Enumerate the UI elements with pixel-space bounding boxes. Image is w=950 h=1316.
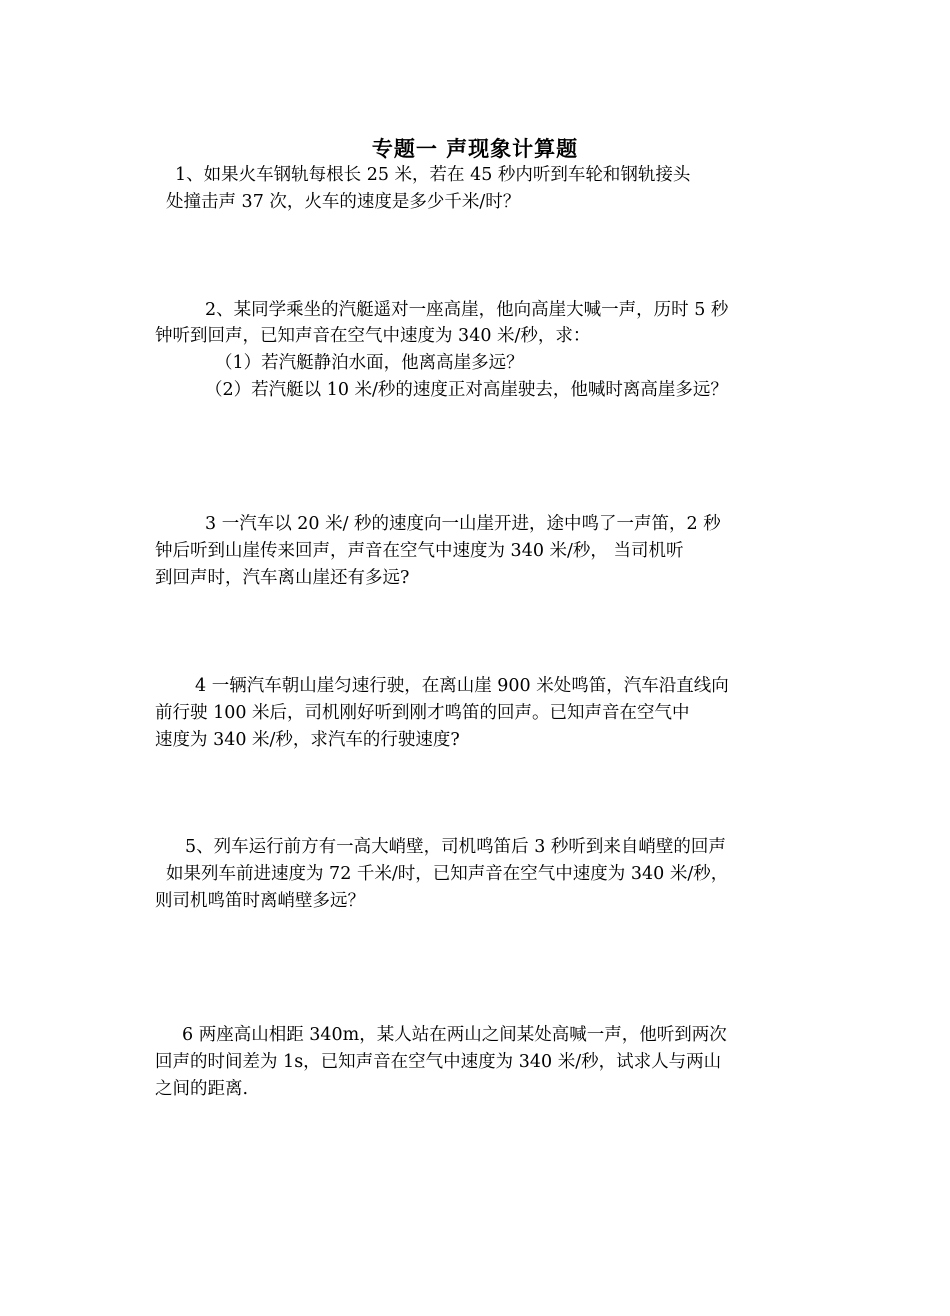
question-1-line-1: 1、如果火车钢轨每根长 25 米，若在 45 秒内听到车轮和钢轨接头 [175,165,691,185]
question-3-line-2: 钟后听到山崖传来回声，声音在空气中速度为 340 米/秒， 当司机听 [155,541,684,561]
question-6-line-1: 6 两座高山相距 340m，某人站在两山之间某处高喊一声，他听到两次 [182,1025,727,1045]
question-4-line-1: 4 一辆汽车朝山崖匀速行驶，在离山崖 900 米处鸣笛，汽车沿直线向 [195,676,729,696]
question-3-line-1: 3 一汽车以 20 米/ 秒的速度向一山崖开进，途中鸣了一声笛，2 秒 [205,514,721,534]
question-2-line-1: 2、某同学乘坐的汽艇遥对一座高崖，他向高崖大喊一声，历时 5 秒 [205,300,729,320]
question-5-line-2: 如果列车前进速度为 72 千米/时，已知声音在空气中速度为 340 米/秒， [166,864,729,884]
question-1-line-2: 处撞击声 37 次，火车的速度是多少千米/时？ [166,192,521,212]
question-2-line-2: 钟听到回声，已知声音在空气中速度为 340 米/秒，求： [155,326,591,346]
page-title: 专题一 声现象计算题 [371,136,579,161]
question-4-line-3: 速度为 340 米/秒，求汽车的行驶速度? [155,730,460,750]
question-6-line-3: 之间的距离. [155,1079,249,1099]
question-3-line-3: 到回声时，汽车离山崖还有多远? [155,568,410,588]
question-5-line-1: 5、列车运行前方有一高大峭壁，司机鸣笛后 3 秒听到来自峭壁的回声 [185,837,726,857]
question-5-line-3: 则司机鸣笛时离峭壁多远？ [155,891,365,911]
question-4-line-2: 前行驶 100 米后，司机刚好听到刚才鸣笛的回声。已知声音在空气中 [155,703,690,723]
question-2-line-4: （2）若汽艇以 10 米/秒的速度正对高崖驶去，他喊时离高崖多远？ [205,380,728,400]
question-6-line-2: 回声的时间差为 1s，已知声音在空气中速度为 340 米/秒，试求人与两山 [155,1052,722,1072]
question-2-line-3: （1）若汽艇静泊水面，他离高崖多远？ [215,353,524,373]
